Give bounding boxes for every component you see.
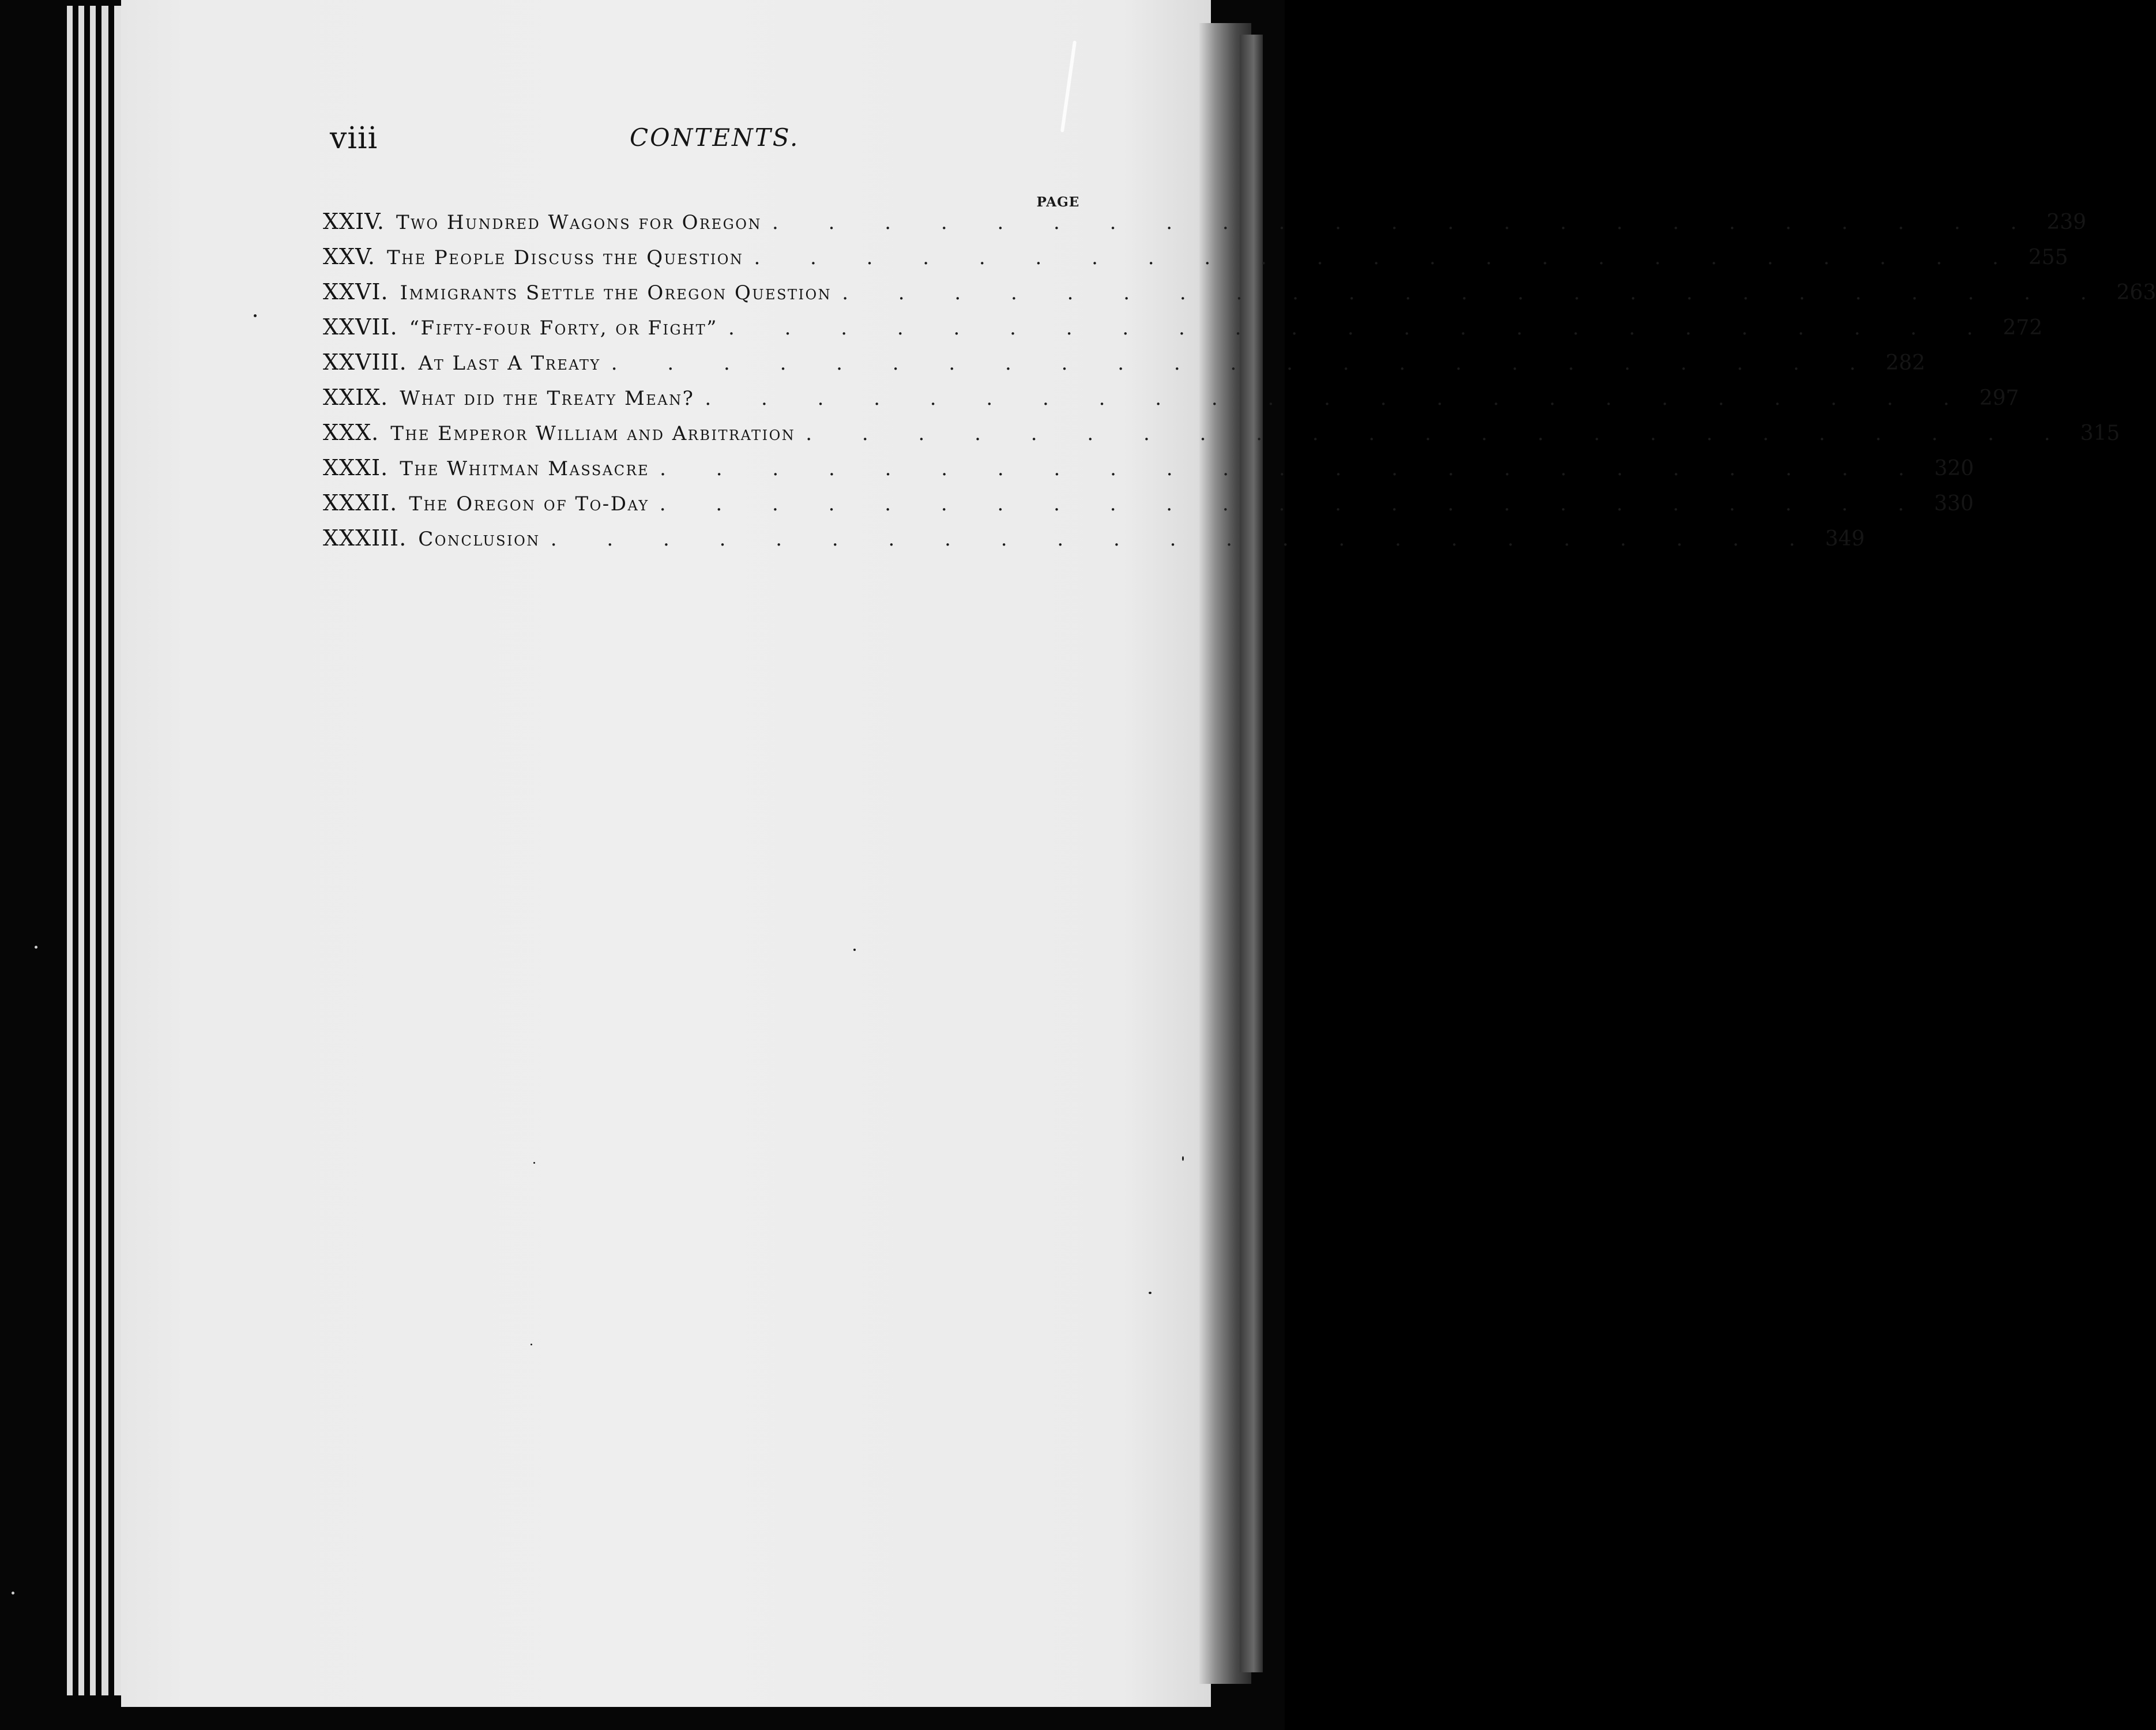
toc-entry [323,525,1865,561]
dot-leader: . . . . . . . . . . . . . . . . . . . . . . . [660,457,1927,480]
chapter-title: What did the Treaty Mean? [400,387,695,410]
page-number: 263 [2116,281,2156,304]
page-number: 272 [2003,316,2043,340]
running-head-title: CONTENTS. [630,123,800,152]
chapter-numeral: XXV. [323,244,375,269]
page-number: 349 [1825,527,1865,551]
page-number: 315 [2080,422,2120,445]
toc-entry [323,279,2156,314]
chapter-numeral: XXIV. [323,209,385,234]
dot-leader: . . . . . . . . . . . . . . . . . . . . . . . [772,211,2039,234]
page-folio: viii [330,121,378,156]
dot-leader: . . . . . . . . . . . . . . . . . . . . . . . [659,492,1927,516]
running-head [0,121,1285,167]
chapter-title: “Fifty-four Forty, or Fight” [409,317,718,340]
page-column-heading: PAGE [1036,194,1080,210]
dot-leader: . . . . . . . . . . . . . . . . . . . . . . . [611,352,1878,375]
toc-entry [323,209,2087,244]
binding-gutter [1240,35,1263,1672]
table-of-contents [323,209,2156,561]
toc-entry [323,314,2043,349]
page-edge [101,6,108,1695]
chapter-title: At Last A Treaty [418,352,601,375]
chapter-numeral: XXIX. [323,385,389,410]
chapter-title: Two Hundred Wagons for Oregon [396,211,762,234]
page-edge [67,6,73,1695]
chapter-title: The People Discuss the Question [386,246,744,269]
toc-entry [323,420,2120,455]
dot-leader: . . . . . . . . . . . . . . . . . . . . . . . [550,528,1818,551]
page-edge [78,6,84,1695]
page-number: 330 [1934,492,1974,516]
page-number: 297 [1979,386,2019,410]
toc-entry [323,490,1974,525]
toc-entry [323,244,2068,279]
chapter-title: The Emperor William and Arbitration [390,422,796,445]
toc-entry [323,349,1925,385]
page-edge [90,6,96,1695]
dot-leader: . . . . . . . . . . . . . . . . . . . . . . . [806,422,2072,445]
page-number: 320 [1934,457,1974,480]
toc-entry [323,455,1974,490]
chapter-numeral: XXX. [323,420,379,445]
chapter-title: The Whitman Massacre [400,457,650,480]
page-number: 239 [2046,210,2087,234]
chapter-numeral: XXVII. [323,314,398,340]
dot-leader: . . . . . . . . . . . . . . . . . . . . . . . [754,246,2020,269]
chapter-numeral: XXVIII. [323,349,407,375]
chapter-numeral: XXXII. [323,490,398,516]
toc-entry [323,385,2019,420]
page-number: 255 [2028,246,2068,269]
chapter-title: Immigrants Settle the Oregon Question [400,281,832,304]
dot-leader: . . . . . . . . . . . . . . . . . . . . . . . [728,317,1995,340]
dot-leader: . . . . . . . . . . . . . . . . . . . . . . . [842,281,2109,304]
page-number: 282 [1886,351,1925,375]
chapter-title: Conclusion [418,528,540,551]
chapter-numeral: XXXIII. [323,525,407,551]
chapter-numeral: XXVI. [323,279,389,304]
chapter-numeral: XXXI. [323,455,389,480]
dot-leader: . . . . . . . . . . . . . . . . . . . . . . . [705,387,1971,410]
chapter-title: The Oregon of To-Day [409,492,649,516]
